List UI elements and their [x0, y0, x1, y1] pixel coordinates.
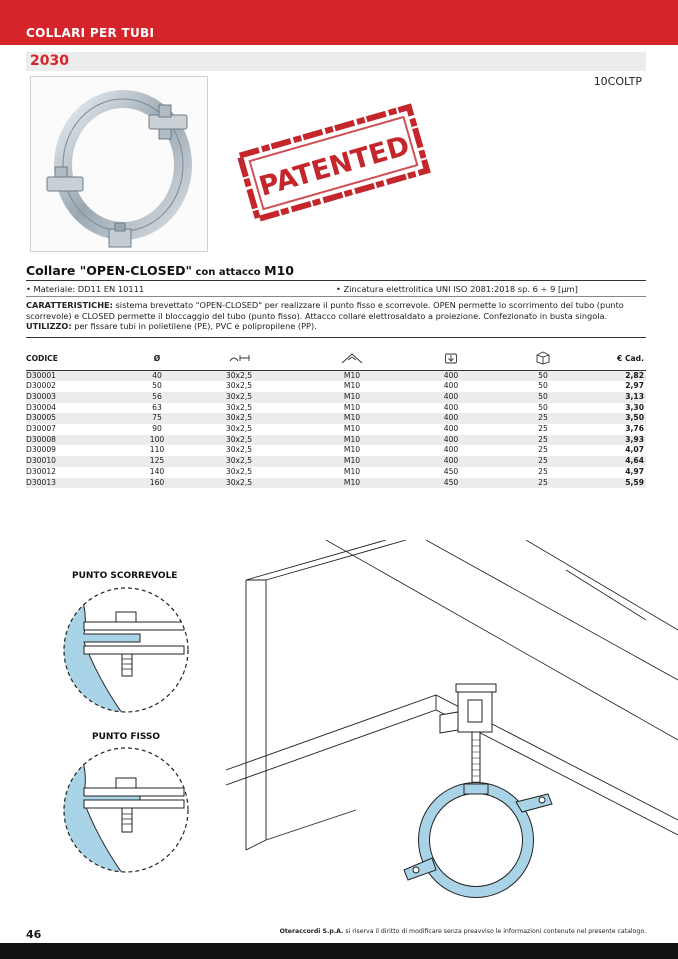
cell-code: D30008	[26, 435, 131, 446]
cell-load: 400	[443, 381, 459, 391]
company-name: Oteraccordi S.p.A.	[279, 928, 344, 935]
cell-code: D30003	[26, 392, 131, 403]
thread-icon	[295, 348, 409, 370]
cell-code: D30013	[26, 478, 131, 489]
col-diameter-header: Ø	[131, 348, 183, 370]
col-price-header: € Cad.	[593, 348, 646, 370]
material-spec: • Materiale: DD11 EN 10111	[26, 284, 145, 294]
cell-price: 3,30	[625, 402, 644, 412]
cell-pack-qty: 25	[538, 466, 548, 476]
spec-divider	[26, 296, 646, 297]
cell-thread: M10	[295, 392, 409, 403]
cell-diameter: 110	[149, 445, 165, 455]
table-row	[26, 381, 646, 392]
cell-band-size: 30x2,5	[183, 456, 295, 467]
cell-load: 450	[443, 466, 459, 476]
cell-diameter: 50	[152, 381, 162, 391]
cell-code: D30005	[26, 413, 131, 424]
cell-price: 4,97	[625, 466, 644, 476]
cell-band-size: 30x2,5	[183, 370, 295, 381]
product-table	[26, 348, 646, 488]
cell-code: D30002	[26, 381, 57, 391]
cell-code: D30001	[26, 370, 131, 381]
cell-thread: M10	[343, 381, 361, 391]
table-row	[26, 392, 646, 403]
features-label: CARATTERISTICHE:	[26, 300, 113, 310]
cell-diameter: 160	[131, 478, 183, 489]
table-row	[26, 478, 646, 489]
cell-pack-qty: 50	[538, 381, 548, 391]
cell-thread: M10	[295, 435, 409, 446]
cell-price: 3,13	[593, 392, 646, 403]
cell-thread: M10	[295, 478, 409, 489]
sliding-point-label: PUNTO SCORREVOLE	[72, 571, 178, 581]
installation-drawing	[226, 540, 678, 919]
cell-thread: M10	[343, 466, 361, 476]
cell-price: 3,76	[625, 424, 644, 434]
cell-pack-qty: 25	[493, 456, 593, 467]
table-row	[26, 456, 646, 467]
desc-divider	[26, 337, 646, 338]
title-prefix: Collare	[26, 263, 80, 278]
cell-price: 4,64	[593, 456, 646, 467]
cell-thread: M10	[295, 456, 409, 467]
cell-load: 400	[409, 435, 493, 446]
page-number: 46	[26, 928, 42, 941]
title-mid: con attacco	[192, 267, 265, 278]
cell-diameter: 63	[152, 402, 162, 412]
cell-pack-qty: 25	[493, 478, 593, 489]
table-header-row	[26, 348, 646, 370]
family-code: 10COLTP	[593, 75, 642, 88]
product-title	[26, 263, 294, 278]
cell-pack-qty: 50	[493, 392, 593, 403]
box-icon	[493, 348, 593, 370]
cell-pack-qty: 25	[493, 435, 593, 446]
cell-load: 400	[409, 370, 493, 381]
band-size-icon	[183, 348, 295, 370]
table-row	[26, 467, 646, 478]
cell-band-size: 30x2,5	[225, 381, 253, 391]
notice-text: si riserva il diritto di modificare senza preavviso le informazioni contenute nel presente catalogo.	[343, 928, 646, 935]
table-row	[26, 403, 646, 414]
usage-text: per fissare tubi in polietilene (PE), PVC e polipropilene (PP).	[71, 321, 317, 332]
table-row	[26, 445, 646, 456]
patented-stamp	[232, 96, 437, 234]
cell-pack-qty: 25	[538, 424, 548, 434]
cell-load: 450	[409, 478, 493, 489]
cell-price: 2,97	[625, 381, 644, 391]
cell-price: 2,82	[593, 370, 646, 381]
cell-diameter: 125	[131, 456, 183, 467]
cell-thread: M10	[295, 413, 409, 424]
cell-pack-qty: 25	[493, 413, 593, 424]
cell-code: D30004	[26, 402, 57, 412]
cell-load: 400	[409, 392, 493, 403]
product-photo	[30, 76, 208, 252]
cell-load: 400	[409, 413, 493, 424]
cell-code: D30010	[26, 456, 131, 467]
title-thread: M10	[264, 263, 295, 278]
cell-band-size: 30x2,5	[183, 478, 295, 489]
cell-diameter: 56	[131, 392, 183, 403]
cell-load: 400	[443, 445, 459, 455]
cell-code: D30009	[26, 445, 57, 455]
cell-load: 400	[409, 456, 493, 467]
cell-pack-qty: 25	[538, 445, 548, 455]
cell-thread: M10	[295, 370, 409, 381]
usage-label: UTILIZZO:	[26, 321, 72, 332]
section-title: COLLARI PER TUBI	[26, 26, 155, 40]
cell-diameter: 40	[131, 370, 183, 381]
table-row	[26, 424, 646, 435]
cell-band-size: 30x2,5	[183, 413, 295, 424]
footer-bar	[0, 943, 678, 959]
title-model: "OPEN-CLOSED"	[79, 263, 193, 278]
cell-diameter: 140	[149, 466, 165, 476]
cell-band-size: 30x2,5	[225, 402, 253, 412]
cell-band-size: 30x2,5	[225, 445, 253, 455]
cell-band-size: 30x2,5	[183, 392, 295, 403]
product-description	[26, 300, 648, 332]
cell-diameter: 75	[131, 413, 183, 424]
footer-notice	[280, 928, 646, 935]
cell-price: 3,50	[593, 413, 646, 424]
coating-spec: • Zincatura elettrolitica UNI ISO 2081:2018 sp. 6 ÷ 9 [µm]	[336, 284, 578, 294]
cell-thread: M10	[343, 445, 361, 455]
cell-band-size: 30x2,5	[183, 435, 295, 446]
load-icon	[409, 348, 493, 370]
cell-pack-qty: 50	[493, 370, 593, 381]
stamp-text: PATENTED	[255, 130, 414, 203]
table-row	[26, 435, 646, 446]
cell-pack-qty: 50	[538, 402, 548, 412]
cell-diameter: 90	[152, 424, 162, 434]
product-code-bar	[26, 52, 646, 71]
cell-load: 400	[443, 402, 459, 412]
cell-thread: M10	[343, 424, 361, 434]
product-code: 2030	[30, 53, 69, 69]
fixed-point-label: PUNTO FISSO	[92, 732, 161, 742]
section-header-bar	[0, 0, 678, 45]
cell-price: 4,07	[625, 445, 644, 455]
cell-load: 400	[443, 424, 459, 434]
fixed-point-detail	[60, 744, 194, 878]
cell-price: 5,59	[593, 478, 646, 489]
col-code-header: CODICE	[26, 348, 131, 370]
pipe-clamp-illustration	[31, 77, 207, 251]
cell-diameter: 100	[131, 435, 183, 446]
table-row	[26, 370, 646, 381]
cell-band-size: 30x2,5	[225, 424, 253, 434]
features-text: sistema brevettato "OPEN-CLOSED" per realizzare il punto fisso e scorrevole. OPEN permette lo scorrimento del tubo (punto scorrevole) e CLOSED permette il bloccaggio del tubo (punto fisso). Attacco collare elettrosaldato a proiezione. Confezionato in busta singola.	[26, 300, 624, 321]
table-row	[26, 413, 646, 424]
cell-band-size: 30x2,5	[225, 466, 253, 476]
cell-code: D30007	[26, 424, 57, 434]
sliding-point-detail	[60, 584, 194, 718]
cell-price: 3,93	[593, 435, 646, 446]
cell-thread: M10	[343, 402, 361, 412]
cell-code: D30012	[26, 466, 57, 476]
title-divider	[26, 280, 646, 281]
